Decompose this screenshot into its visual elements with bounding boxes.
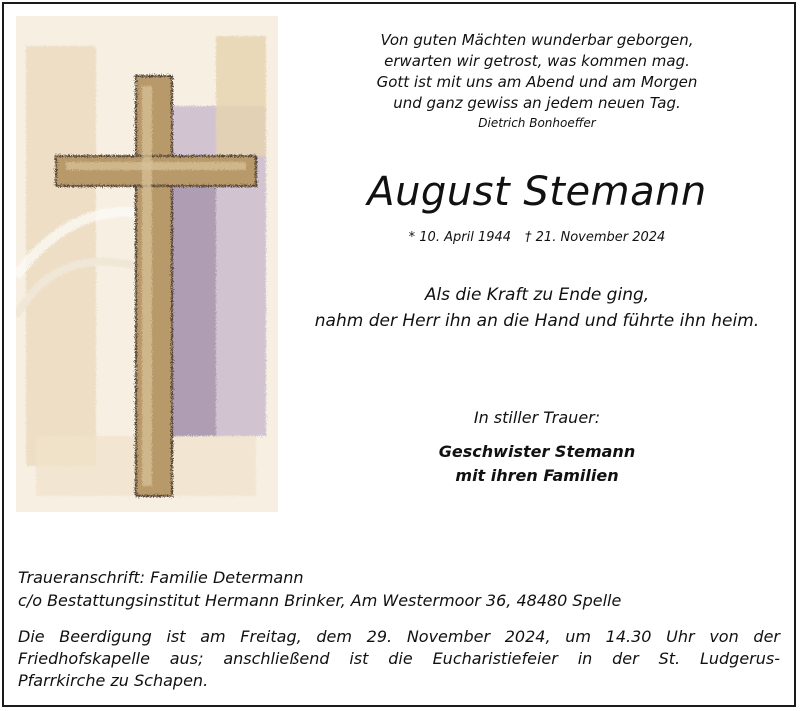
poem-line: erwarten wir getrost, was kommen mag.: [384, 52, 690, 70]
poem-line: Von guten Mächten wunderbar geborgen,: [380, 31, 694, 49]
quote-line: Als die Kraft zu Ende ging,: [424, 285, 650, 305]
funeral-notice: [18, 626, 780, 692]
quote-line: nahm der Herr ihn an die Hand und führte ihn heim.: [314, 311, 760, 331]
funeral-line: Pfarrkirche zu Schapen.: [18, 671, 209, 690]
mourner-line: Geschwister Stemann: [438, 442, 636, 461]
birth-date: * 10. April 1944: [408, 230, 512, 245]
farewell-quote: [290, 282, 784, 334]
funeral-line: Die Beerdigung ist am Freitag, dem 29. November 2024, um 14.30 Uhr von der: [18, 627, 780, 646]
mourning-heading: In stiller Trauer:: [473, 408, 601, 427]
address-line: Traueranschrift: Familie Determann: [18, 568, 304, 587]
mourning-address: [18, 566, 782, 612]
mourner-line: mit ihren Familien: [455, 466, 619, 485]
cross-painting: [16, 16, 278, 512]
poem-block: [300, 30, 774, 132]
deceased-name: August Stemann: [367, 169, 707, 215]
address-line: c/o Bestattungsinstitut Hermann Brinker, Am Westermoor 36, 48480 Spelle: [18, 591, 622, 610]
mourners-block: [300, 440, 774, 488]
poem-line: Gott ist mit uns am Abend und am Morgen: [376, 73, 698, 91]
poem-line: und ganz gewiss an jedem neuen Tag.: [393, 94, 681, 112]
poem-author: Dietrich Bonhoeffer: [478, 116, 596, 130]
life-dates: [300, 228, 774, 248]
death-date: † 21. November 2024: [525, 230, 666, 245]
funeral-line: Friedhofskapelle aus; anschließend ist die Eucharistiefeier in der St. Ludgerus-: [18, 649, 780, 668]
